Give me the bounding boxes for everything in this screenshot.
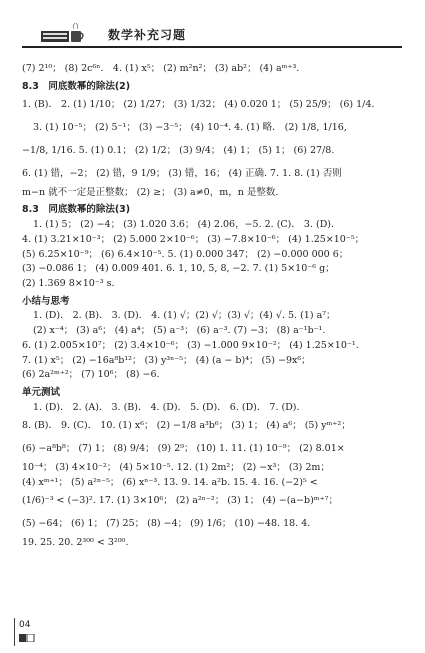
section-heading: 小结与思考 <box>22 295 70 307</box>
header-title: 数学补充习题 <box>108 28 187 42</box>
header-divider <box>22 46 402 48</box>
answer-line: 4. (1) 3.21×10⁻³； (2) 5.000 2×10⁻⁶； (3) −7.8×10⁻⁶； (4) 1.25×10⁻⁵； <box>22 233 365 245</box>
answer-line: 19. 25. 20. 2³⁰⁰ < 3²⁰⁰. <box>22 537 129 549</box>
book-and-cup-icon <box>40 22 86 44</box>
page-footer <box>14 618 54 648</box>
page-header <box>22 20 402 48</box>
answer-line: 6. (1) 2.005×10⁷； (2) 3.4×10⁻⁶； (3) −1.000 9×10⁻²； (4) 1.25×10⁻¹. <box>22 339 359 351</box>
answer-line: 8. (B)． 9. (C)． 10. (1) x⁶； (2) −1/8 a³b⁶； (3) 1； (4) a⁶； (5) yᵐ⁺²； <box>22 420 351 432</box>
page-marker-icon <box>19 634 35 642</box>
answer-line: (1/6)⁻³ < (−3)². 17. (1) 3×10⁶； (2) a²ⁿ⁻²； (3) 1； (4) −(a−b)ᵐ⁺⁷； <box>22 495 338 507</box>
answer-line: (7) 2¹⁰； (8) 2c⁶ⁿ． 4. (1) x⁵； (2) m²n²； (3) ab²； (4) aᵐ⁺³. <box>22 63 300 74</box>
section-heading: 单元测试 <box>22 386 61 398</box>
answer-line: (6) 2a²ᵐ⁺²； (7) 10⁶； (8) −6. <box>22 369 160 381</box>
answer-line: 10⁻⁴； (3) 4×10⁻²； (4) 5×10⁻⁵. 12. (1) 2m²； (2) −x³； (3) 2m； <box>22 462 330 473</box>
answer-line: (3) −0.086 1； (4) 0.009 401. 6. 1, 10, 5, 8, −2. 7. (1) 5×10⁻⁶ g； <box>22 263 335 275</box>
answer-line: −1/8, 1/16. 5. (1) 0.1； (2) 1/2； (3) 9/4； (4) 1； (5) 1； (6) 27/8. <box>22 145 335 157</box>
answer-line: (5) 6.25×10⁻⁹； (6) 6.4×10⁻⁵. 5. (1) 0.000 347； (2) −0.000 000 6； <box>22 248 349 260</box>
section-heading: 8.3 同底数幂的除法(2) <box>22 80 131 92</box>
answer-line: 6. (1) 错，−2； (2) 错，9 1/9； (3) 错，16； (4) 正确. 7. 1. 8. (1) 否则 <box>22 167 342 179</box>
answer-line: m−n 就不一定是正整数； (2) ≥； (3) a≠0，m，n 是整数. <box>22 186 279 198</box>
answer-line: (5) −64； (6) 1； (7) 25； (8) −4； (9) 1/6； (10) −48. 18. 4. <box>22 518 311 530</box>
answer-line: (6) −a⁸b⁸； (7) 1； (8) 9/4； (9) 2⁹； (10) 1. 11. (1) 10⁻⁹； (2) 8.01× <box>22 443 345 455</box>
footer-divider <box>14 618 15 646</box>
answer-line: (2) x⁻⁴； (3) a⁶； (4) a⁴； (5) a⁻³； (6) a⁻³. (7) −3； (8) a⁻¹b⁻¹. <box>33 325 326 337</box>
answer-line: (4) xᵐ⁺¹； (5) a²ⁿ⁻⁵； (6) xⁿ⁻³. 13. 9. 14. a²b. 15. 4. 16. (−2)⁵ < <box>22 476 318 488</box>
answer-line: 1. (D)． 2. (A)． 3. (B)． 4. (D)． 5. (D)． 6. (D)． 7. (D). <box>33 401 300 413</box>
page-number: 04 <box>19 620 31 630</box>
answer-line: (2) 1.369 8×10⁻³ s. <box>22 277 115 289</box>
answer-line: 7. (1) x⁵； (2) −16a⁸b¹²； (3) y³ⁿ⁻⁵； (4) (a − b)⁴； (5) −9x⁶； <box>22 354 311 366</box>
answer-content <box>22 62 408 551</box>
answer-line: 1. (D)． 2. (B)． 3. (D)． 4. (1) √；(2) √；(3) √；(4) √. 5. (1) a⁷； <box>33 310 336 322</box>
section-heading: 8.3 同底数幂的除法(3) <box>22 204 131 216</box>
answer-line: 1. (1) 5； (2) −4； (3) 1.020 3.6； (4) 2.06，−5. 2. (C)． 3. (D). <box>33 219 335 231</box>
answer-line: 3. (1) 10⁻⁵； (2) 5⁻¹； (3) −3⁻⁵； (4) 10⁻⁴. 4. (1) 略． (2) 1/8, 1/16, <box>33 122 347 134</box>
answer-line: 1. (B)． 2. (1) 1/10； (2) 1/27； (3) 1/32； (4) 0.020 1； (5) 25/9； (6) 1/4. <box>22 99 375 111</box>
